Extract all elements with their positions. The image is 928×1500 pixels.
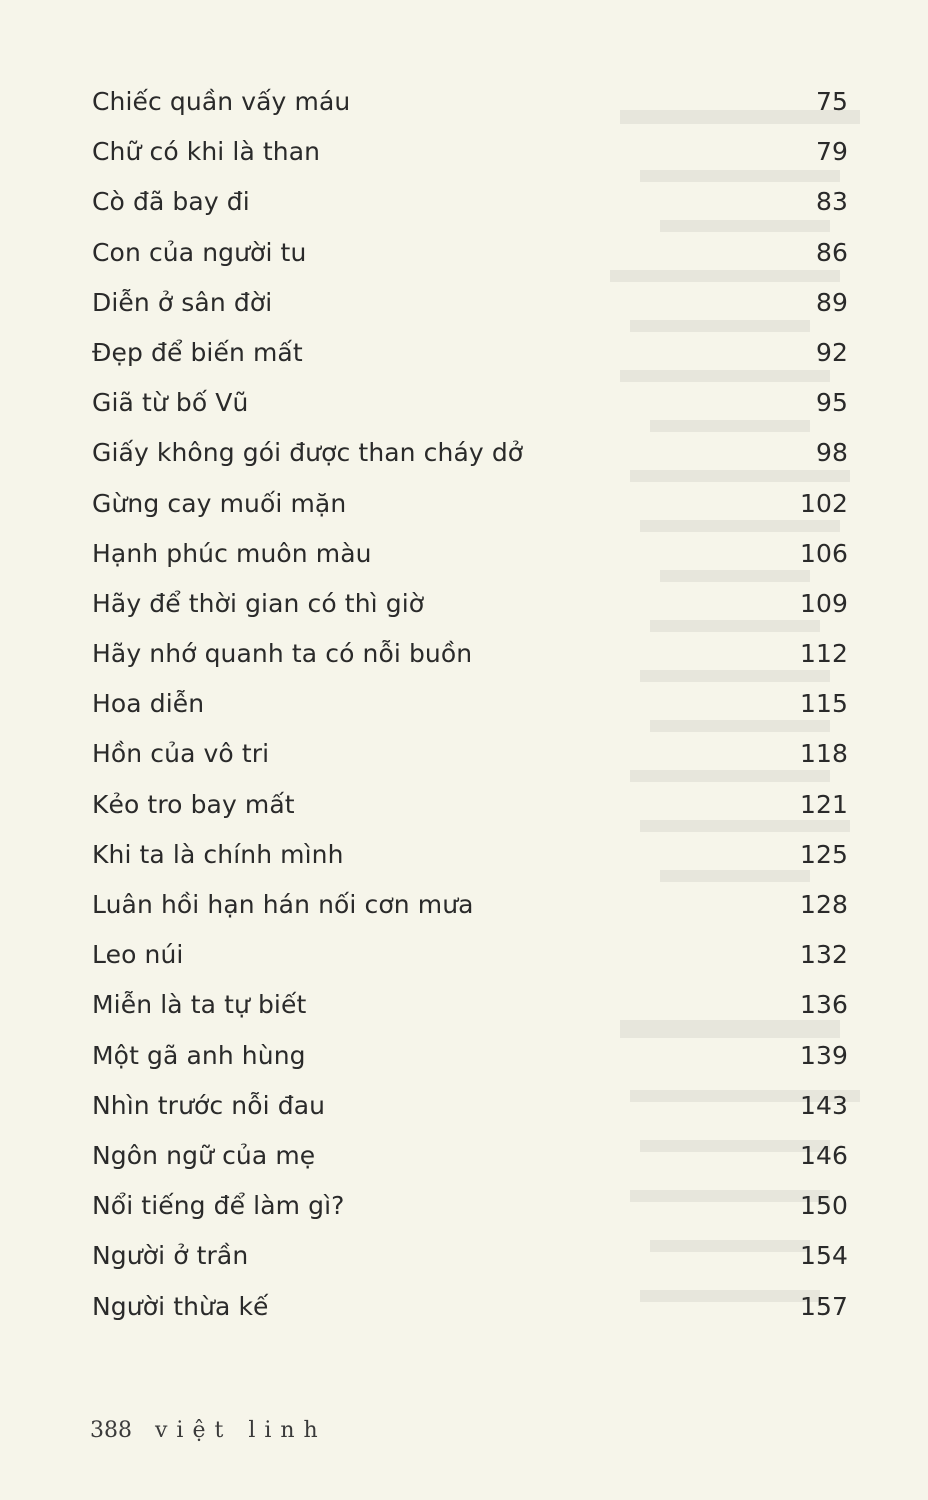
toc-entry-title: Miễn là ta tự biết [92,990,307,1020]
toc-entry-page: 146 [799,1140,848,1170]
toc-entry [92,228,848,278]
toc-entry [92,529,848,579]
toc-entry [92,1081,848,1131]
toc-entry-page: 98 [815,438,848,468]
toc-entry-title: Chữ có khi là than [92,137,321,167]
toc-entry [92,579,848,629]
toc-entry-page: 157 [799,1291,848,1321]
toc-entry [92,1131,848,1181]
toc-entry-page: 95 [815,388,848,418]
toc-entry-page: 79 [815,137,848,167]
toc-entry [92,177,848,227]
toc-entry-title: Con của người tu [92,237,307,267]
toc-entry-title: Giấy không gói được than cháy dở [92,438,524,468]
toc-entry-page: 112 [799,639,848,669]
toc-entry-page: 109 [799,588,848,618]
toc-entry-page: 75 [815,87,848,116]
toc-entry-page: 102 [799,488,848,518]
toc-entry [92,980,848,1030]
toc-entry-page: 150 [799,1191,848,1221]
author-name: việt linh [155,1418,327,1443]
toc-entry-title: Nổi tiếng để làm gì? [92,1191,345,1221]
toc-entry [92,880,848,930]
toc-entry [92,1031,848,1081]
toc-entry-page: 86 [815,237,848,267]
toc-entry-title: Ngôn ngữ của mẹ [92,1140,316,1170]
toc-entry-title: Hạnh phúc muôn màu [92,538,372,568]
toc-entry [92,428,848,478]
toc-entry-title: Cò đã bay đi [92,187,250,217]
toc-entry-title: Luân hồi hạn hán nối cơn mưa [92,890,474,919]
toc-entry-title: Gừng cay muối mặn [92,488,347,518]
toc-entry [92,1282,848,1332]
toc-entry [92,278,848,328]
toc-entry-title: Diễn ở sân đời [92,287,273,317]
toc-entry [92,679,848,729]
toc-entry-page: 115 [799,689,848,719]
toc-entry-page: 136 [799,990,848,1020]
toc-entry-page: 132 [799,940,848,970]
toc-entry-page: 118 [799,739,848,769]
toc-entry [92,830,848,880]
toc-entry [92,77,848,127]
toc-entry [92,780,848,830]
toc-entry-title: Hãy nhớ quanh ta có nỗi buồn [92,639,473,669]
toc-entry-title: Người ở trần [92,1241,249,1271]
toc-entry-page: 83 [815,187,848,217]
toc-entry-title: Giã từ bố Vũ [92,388,249,418]
toc-entry-title: Nhìn trước nỗi đau [92,1090,326,1120]
page-number: 388 [90,1418,132,1443]
table-of-contents [92,77,848,1332]
toc-entry-title: Hãy để thời gian có thì giờ [92,588,425,618]
toc-entry-title: Chiếc quần vấy máu [92,87,351,116]
toc-entry [92,127,848,177]
toc-entry [92,328,848,378]
toc-entry-page: 125 [799,839,848,869]
toc-entry [92,729,848,779]
toc-entry-page: 89 [815,287,848,317]
toc-entry-title: Người thừa kế [92,1291,269,1321]
toc-entry-page: 154 [799,1241,848,1271]
toc-entry-page: 139 [799,1040,848,1070]
toc-entry [92,629,848,679]
toc-entry [92,1231,848,1281]
toc-entry [92,479,848,529]
toc-entry-title: Kẻo tro bay mất [92,789,295,819]
toc-entry-title: Leo núi [92,940,184,970]
toc-entry-title: Hồn của vô tri [92,739,270,769]
toc-entry-page: 106 [799,538,848,568]
toc-entry [92,378,848,428]
toc-entry-page: 128 [799,890,848,919]
toc-entry [92,930,848,980]
toc-entry-page: 92 [815,337,848,367]
toc-entry-title: Đẹp để biến mất [92,337,303,367]
toc-entry-page: 143 [799,1090,848,1120]
toc-entry-title: Một gã anh hùng [92,1040,306,1070]
toc-entry-title: Hoa diễn [92,689,205,719]
page-footer [90,1418,327,1443]
toc-entry [92,1181,848,1231]
toc-entry-page: 121 [799,789,848,819]
toc-entry-title: Khi ta là chính mình [92,839,344,869]
